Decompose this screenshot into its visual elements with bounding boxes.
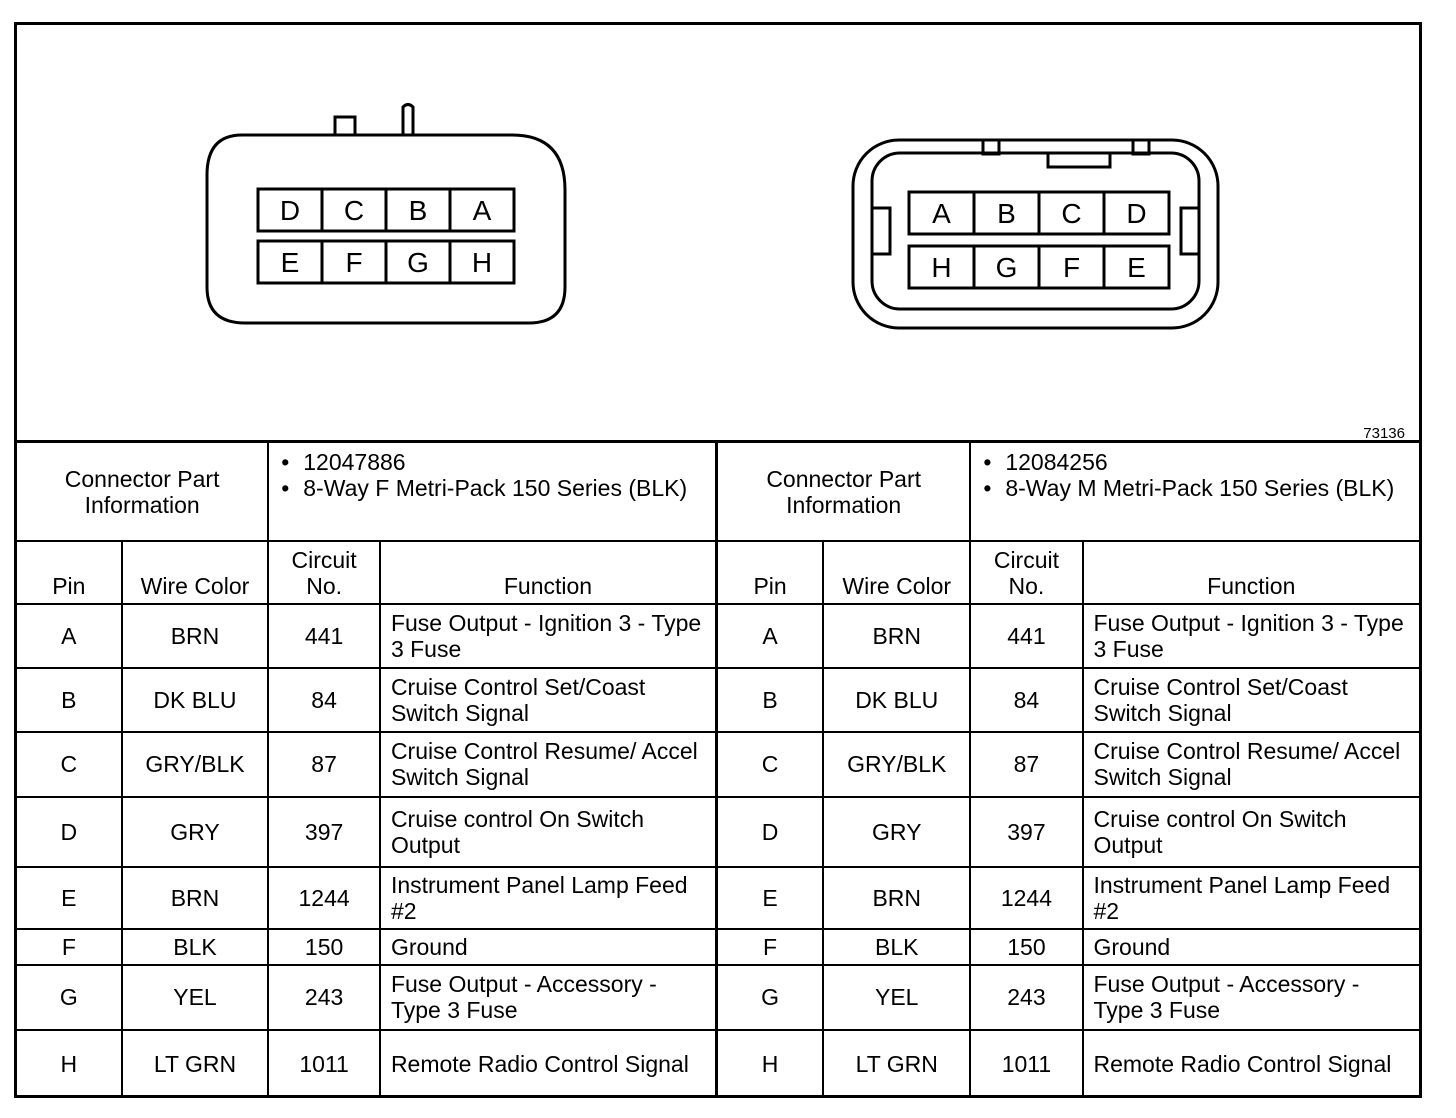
pin-cell: H [718, 1030, 823, 1098]
pin-cell: A [718, 604, 823, 668]
cavity-label-f: F [345, 247, 363, 278]
table-row [718, 604, 1419, 668]
circuit-cell: 150 [268, 929, 380, 965]
table-row [17, 929, 715, 965]
cavity-label-a: A [932, 198, 951, 229]
wire-color-cell: LT GRN [823, 1030, 970, 1098]
function-cell: Fuse Output - Accessory - Type 3 Fuse [1083, 965, 1420, 1029]
cavity-label-f: F [1062, 252, 1081, 283]
female-connector-table [17, 443, 715, 1098]
cavity-label-h: H [471, 247, 493, 278]
wire-color-cell: DK BLU [122, 668, 269, 732]
connector-info-label: Connector Part Information [17, 443, 268, 541]
cavity-label-g: G [407, 247, 429, 278]
function-cell: Ground [380, 929, 715, 965]
pin-cell: F [718, 929, 823, 965]
figure-number: 73136 [1363, 425, 1405, 442]
wire-color-cell: DK BLU [823, 668, 970, 732]
table-row [17, 965, 715, 1029]
wire-color-cell: GRY/BLK [823, 732, 970, 796]
function-cell: Cruise control On Switch Output [380, 797, 715, 867]
wire-color-cell: BRN [823, 604, 970, 668]
table-row [17, 867, 715, 929]
male-connector-table [718, 443, 1419, 1098]
header-function: Function [1083, 541, 1420, 603]
wire-color-cell: GRY [122, 797, 269, 867]
wire-color-cell: GRY [823, 797, 970, 867]
function-cell: Remote Radio Control Signal [380, 1030, 715, 1098]
table-header-row [718, 541, 1419, 603]
cavity-label-b: B [408, 195, 428, 226]
pin-cell: G [718, 965, 823, 1029]
pin-cell: F [17, 929, 122, 965]
table-row [718, 732, 1419, 796]
connector-info-item: • 8-Way M Metri-Pack 150 Series (BLK) [983, 475, 1395, 501]
cavity-label-e: E [280, 247, 300, 278]
wire-color-cell: BLK [122, 929, 269, 965]
connector-info-item: • 12084256 [983, 449, 1108, 475]
connector-tables [17, 440, 1419, 1098]
circuit-cell: 243 [268, 965, 380, 1029]
header-wire-color: Wire Color [122, 541, 269, 603]
wire-color-cell: BRN [122, 604, 269, 668]
circuit-cell: 1011 [970, 1030, 1082, 1098]
table-header-row [17, 541, 715, 603]
cavity-label-g: G [995, 252, 1018, 283]
circuit-cell: 441 [970, 604, 1082, 668]
wire-color-cell: BRN [823, 867, 970, 929]
header-function: Function [380, 541, 715, 603]
diagram-frame [14, 22, 1422, 1098]
function-cell: Remote Radio Control Signal [1083, 1030, 1420, 1098]
table-row [718, 929, 1419, 965]
cavity-label-c: C [343, 195, 365, 226]
table-row [17, 604, 715, 668]
function-cell: Cruise Control Resume/ Accel Switch Signal [380, 732, 715, 796]
wire-color-cell: BRN [122, 867, 269, 929]
table-row [718, 668, 1419, 732]
circuit-cell: 243 [970, 965, 1082, 1029]
function-cell: Fuse Output - Ignition 3 - Type 3 Fuse [1083, 604, 1420, 668]
wire-color-cell: LT GRN [122, 1030, 269, 1098]
function-cell: Fuse Output - Ignition 3 - Type 3 Fuse [380, 604, 715, 668]
cavity-label-a: A [472, 195, 492, 226]
pin-cell: D [17, 797, 122, 867]
connector-info-list [970, 443, 1419, 541]
connector-info-row [718, 443, 1419, 541]
header-pin: Pin [718, 541, 823, 603]
circuit-cell: 397 [268, 797, 380, 867]
function-cell: Cruise Control Resume/ Accel Switch Signal [1083, 732, 1420, 796]
circuit-cell: 87 [268, 732, 380, 796]
circuit-cell: 1244 [268, 867, 380, 929]
bullet-icon: • [281, 475, 290, 501]
connector-info-list [268, 443, 715, 541]
cavity-label-b: B [997, 198, 1016, 229]
header-pin: Pin [17, 541, 122, 603]
pin-cell: B [17, 668, 122, 732]
table-row [17, 732, 715, 796]
function-cell: Cruise Control Set/Coast Switch Signal [1083, 668, 1420, 732]
male-connector-table-panel [718, 443, 1419, 1098]
pin-cell: G [17, 965, 122, 1029]
cavity-label-c: C [1061, 198, 1082, 229]
pin-cell: C [718, 732, 823, 796]
pin-cell: D [718, 797, 823, 867]
cavity-label-d: D [1126, 198, 1147, 229]
connector-info-row [17, 443, 715, 541]
connector-info-item: • 8-Way F Metri-Pack 150 Series (BLK) [281, 475, 688, 501]
wire-color-cell: YEL [823, 965, 970, 1029]
cavity-label-h: H [931, 252, 952, 283]
table-row [17, 797, 715, 867]
function-cell: Instrument Panel Lamp Feed #2 [380, 867, 715, 929]
pin-cell: E [17, 867, 122, 929]
wire-color-cell: BLK [823, 929, 970, 965]
circuit-cell: 87 [970, 732, 1082, 796]
pin-cell: H [17, 1030, 122, 1098]
pin-cell: A [17, 604, 122, 668]
table-row [718, 965, 1419, 1029]
pin-cell: C [17, 732, 122, 796]
circuit-cell: 441 [268, 604, 380, 668]
circuit-cell: 84 [970, 668, 1082, 732]
connector-diagram-area [17, 25, 1419, 440]
table-row [718, 1030, 1419, 1098]
pin-cell: B [718, 668, 823, 732]
circuit-cell: 150 [970, 929, 1082, 965]
header-circuit: Circuit No. [970, 541, 1082, 603]
circuit-cell: 84 [268, 668, 380, 732]
header-wire-color: Wire Color [823, 541, 970, 603]
cavity-label-d: D [279, 195, 301, 226]
table-row [718, 867, 1419, 929]
table-row [718, 797, 1419, 867]
bullet-icon: • [281, 449, 290, 475]
wire-color-cell: YEL [122, 965, 269, 1029]
function-cell: Instrument Panel Lamp Feed #2 [1083, 867, 1420, 929]
function-cell: Cruise control On Switch Output [1083, 797, 1420, 867]
bullet-icon: • [983, 475, 992, 501]
connector-info-label: Connector Part Information [718, 443, 970, 541]
pin-cell: E [718, 867, 823, 929]
circuit-cell: 1244 [970, 867, 1082, 929]
function-cell: Ground [1083, 929, 1420, 965]
circuit-cell: 397 [970, 797, 1082, 867]
table-row [17, 1030, 715, 1098]
bullet-icon: • [983, 449, 992, 475]
female-connector-table-panel [17, 443, 718, 1098]
cavity-label-e: E [1127, 252, 1146, 283]
header-circuit: Circuit No. [268, 541, 380, 603]
table-row [17, 668, 715, 732]
function-cell: Cruise Control Set/Coast Switch Signal [380, 668, 715, 732]
function-cell: Fuse Output - Accessory - Type 3 Fuse [380, 965, 715, 1029]
wire-color-cell: GRY/BLK [122, 732, 269, 796]
connector-info-item: • 12047886 [281, 449, 406, 475]
connector-drawings [17, 25, 1419, 440]
circuit-cell: 1011 [268, 1030, 380, 1098]
